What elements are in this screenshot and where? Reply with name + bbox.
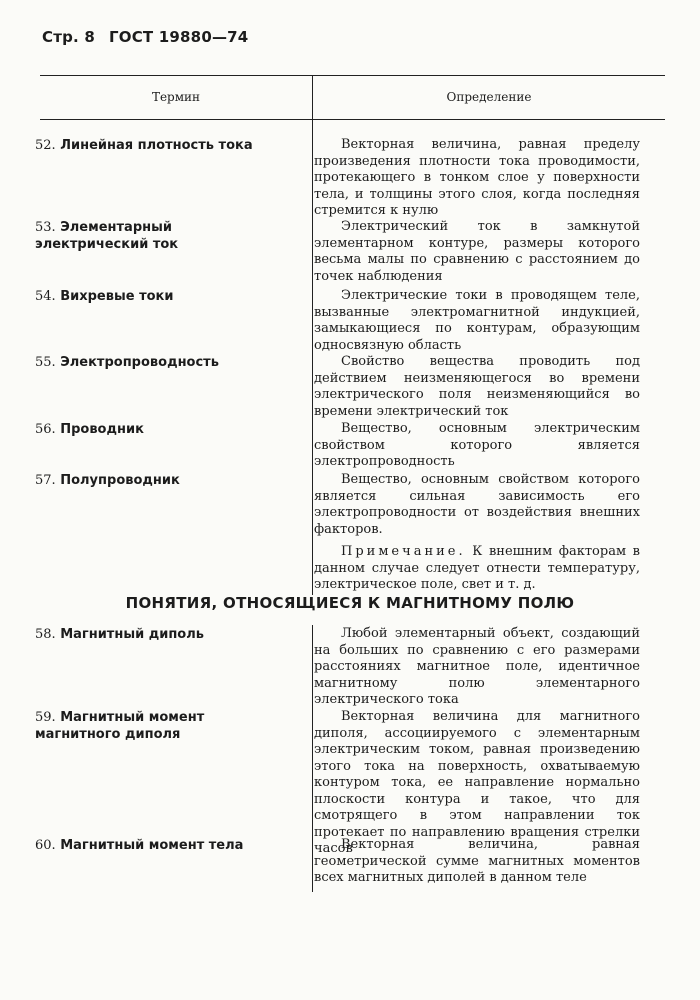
term-row (35, 219, 270, 253)
term-row (35, 626, 270, 643)
term-row (35, 837, 270, 854)
definition-text: Векторная величина для магнитного диполя, ассоциируемого с элементарным электрическим током, равная произведению этого тока на поверхность, охватываемую контуром тока, ее направление нормально плоскости контура и такое, что для смотрящего в этом направлении ток протекает по направлению вращения стрелки часов (314, 709, 640, 856)
column-divider (312, 75, 313, 595)
definition-cell (314, 709, 640, 858)
note-text: К внешним факторам в данном случае следует отнести температуру, электрическое поле, свет и т. д. (314, 544, 641, 592)
term-number: 53. (35, 220, 56, 235)
definition-cell (314, 626, 640, 709)
term-name: Линейная плотность тока (60, 138, 253, 153)
definition-cell (314, 837, 640, 887)
term-number: 52. (35, 138, 56, 153)
definition-text: Вещество, основным свойством которого является сильная зависимость его электропроводности от воздействия внешних факторов. (314, 472, 640, 537)
definition-text: Свойство вещества проводить под действием неизменяющегося во времени электрического поля неизменяющийся во времени электрический ток (314, 354, 640, 419)
term-row (35, 421, 270, 438)
column-header-term: Термин (151, 90, 201, 104)
definition-note (314, 544, 640, 594)
definition-cell (314, 137, 640, 220)
term-number: 59. (35, 710, 56, 725)
definition-text: Векторная величина, равная геометрической сумме магнитных моментов всех магнитных диполей в данном теле (314, 837, 640, 885)
page-header (42, 28, 248, 46)
definition-text: Вещество, основным электрическим свойством которого является электропроводность (314, 421, 640, 469)
term-row (35, 709, 270, 743)
term-number: 56. (35, 422, 56, 437)
term-number: 58. (35, 627, 56, 642)
term-name: Электропроводность (60, 355, 219, 370)
term-name: Магнитный момент тела (60, 838, 244, 853)
term-name: Вихревые токи (60, 289, 174, 304)
term-name: Магнитный диполь (60, 627, 204, 642)
term-row (35, 472, 270, 489)
definition-text: Любой элементарный объект, создающий на больших по сравнению с его размерами расстояниях магнитное поле, идентичное магнитному полю элементарного электрического тока (314, 626, 640, 707)
definition-text: Электрические токи в проводящем теле, вызванные электромагнитной индукцией, замыкающиеся по контурам, образующим односвязную область (314, 288, 640, 353)
standard-code: ГОСТ 19880—74 (109, 28, 249, 46)
term-number: 60. (35, 838, 56, 853)
term-number: 55. (35, 355, 56, 370)
definition-cell (314, 354, 640, 420)
term-row (35, 137, 270, 154)
term-name: Проводник (60, 422, 144, 437)
term-number: 57. (35, 473, 56, 488)
definition-text: Векторная величина, равная пределу произведения плотности тока проводимости, протекающего в тонком слое у поверхности тела, и толщины этого слоя, когда последняя стремится к нулю (314, 137, 640, 218)
term-row (35, 288, 270, 305)
table-header-rule (40, 119, 665, 120)
table-top-rule (40, 75, 665, 76)
definition-cell (314, 472, 640, 594)
term-name: Полупроводник (60, 473, 180, 488)
term-name: Магнитный момент магнитного диполя (35, 710, 205, 742)
term-row (35, 354, 270, 371)
definition-text: Электрический ток в замкнутой элементарном контуре, размеры которого весьма малы по сравнению с расстоянием до точек наблюдения (314, 219, 640, 284)
definition-cell (314, 421, 640, 471)
definition-cell (314, 219, 640, 285)
section-title: ПОНЯТИЯ, ОТНОСЯЩИЕСЯ К МАГНИТНОМУ ПОЛЮ (125, 594, 575, 612)
column-divider-2 (312, 625, 313, 892)
page-number: Стр. 8 (42, 28, 95, 46)
column-header-definition: Определение (446, 90, 532, 104)
definition-cell (314, 288, 640, 354)
term-name: Элементарный электрический ток (35, 220, 179, 252)
term-number: 54. (35, 289, 56, 304)
note-lead: Примечание. (341, 544, 466, 559)
